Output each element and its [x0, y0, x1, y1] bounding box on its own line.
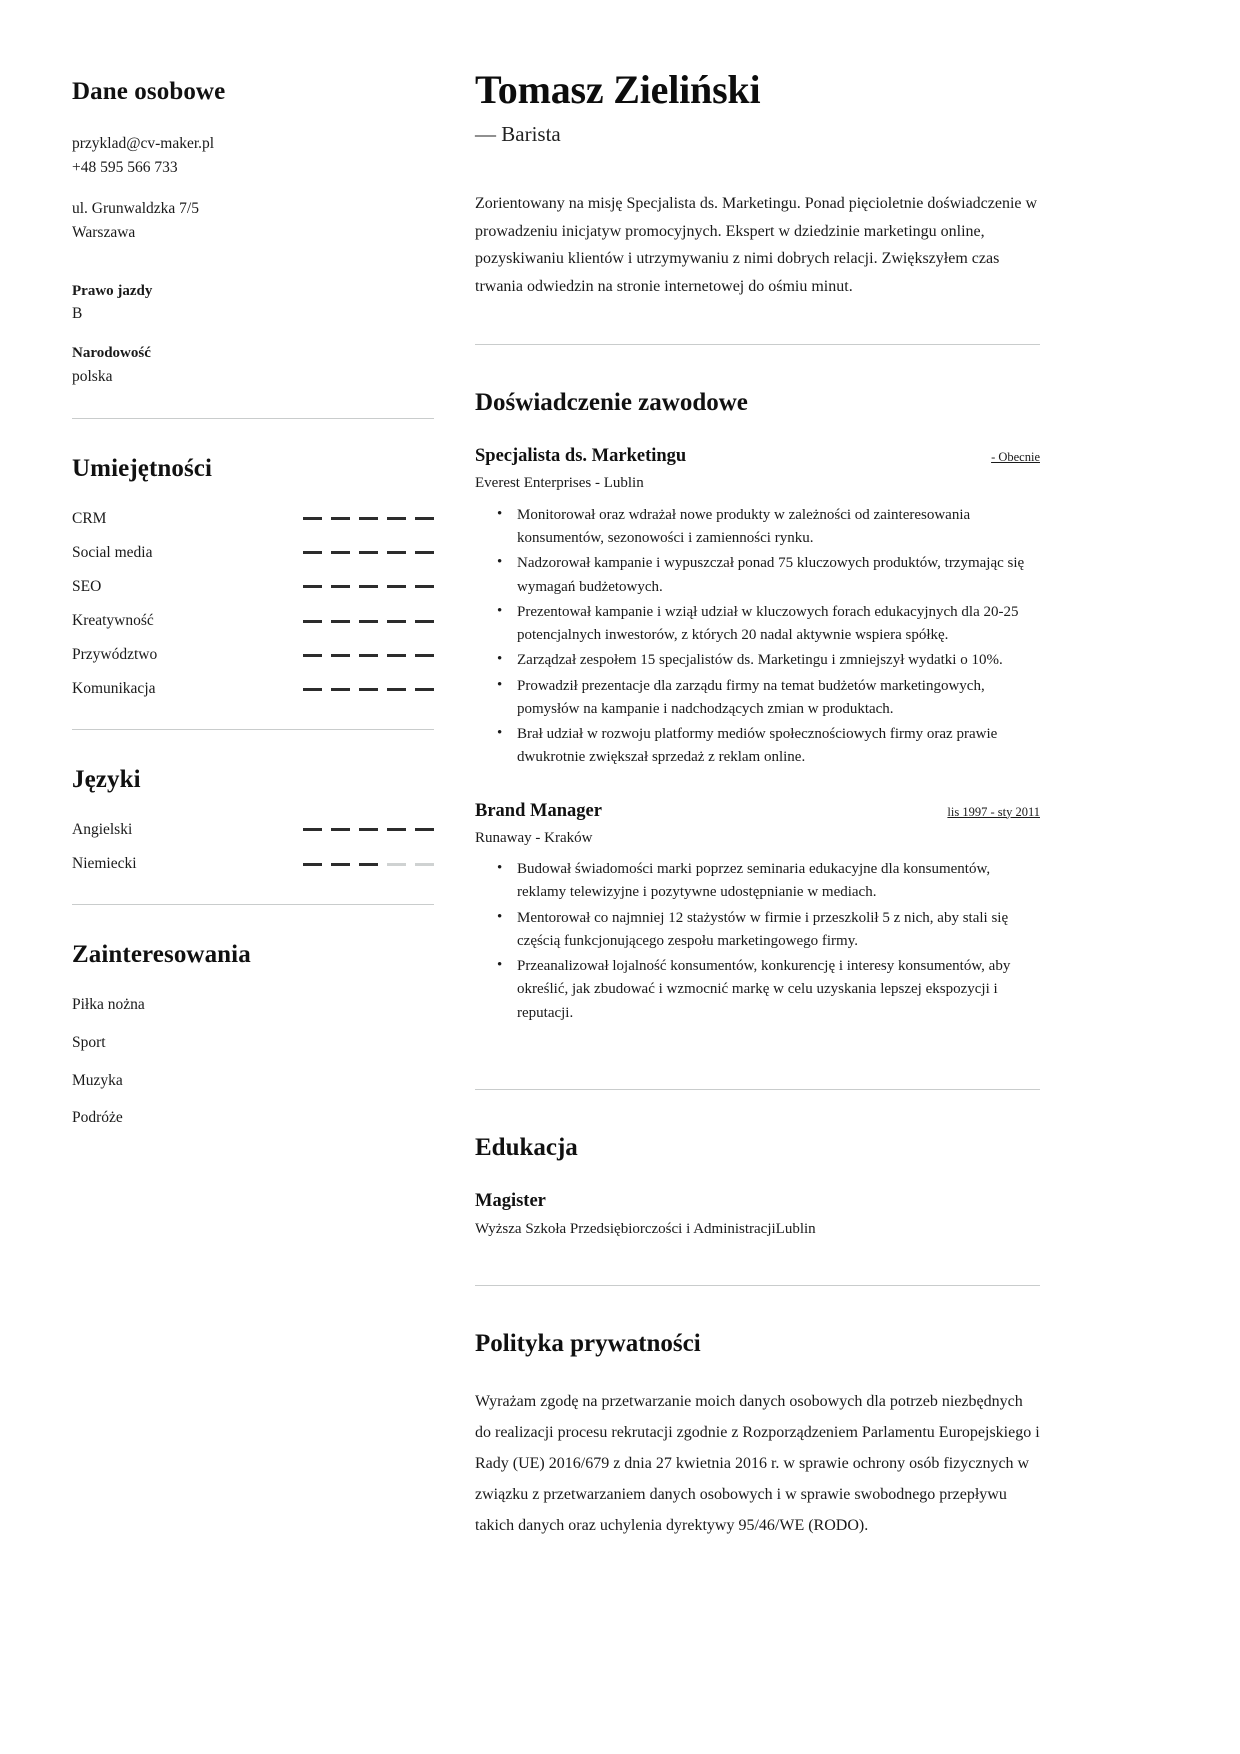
skills-item-label: Social media	[72, 543, 153, 561]
rating-bar	[303, 688, 434, 691]
page-title: Tomasz Zieliński	[475, 67, 761, 112]
list-item: Piłka nożna	[72, 995, 145, 1013]
rating-segment-filled	[331, 620, 350, 623]
job-date-range: - Obecnie	[991, 450, 1040, 465]
rating-bar	[303, 654, 434, 657]
list-item: Podróże	[72, 1109, 123, 1127]
job-bullet-list	[475, 858, 1040, 1025]
skills-item-label: Przywództwo	[72, 646, 158, 664]
list-item: Muzyka	[72, 1071, 123, 1089]
rating-bar	[303, 828, 434, 831]
nationality-value: polska	[72, 367, 113, 385]
rating-segment-filled	[359, 828, 378, 831]
rating-segment-filled	[415, 517, 434, 520]
education-entry	[475, 1190, 1040, 1241]
rating-segment-filled	[359, 863, 378, 866]
section-education	[475, 1134, 1040, 1241]
rating-segment-filled	[415, 585, 434, 588]
job-bullet: • Budował świadomości marki poprzez seminaria edukacyjne dla konsumentów, reklamy telewizyjne i pozytywne udostępnianie w mediach.	[497, 858, 1040, 905]
nationality-label: Narodowość	[72, 345, 151, 362]
rating-segment-filled	[331, 585, 350, 588]
languages-heading: Języki	[72, 766, 141, 794]
rating-segment-filled	[359, 688, 378, 691]
job-title: Brand Manager	[475, 800, 602, 821]
job-date-range: lis 1997 - sty 2011	[947, 804, 1040, 819]
spacer	[475, 345, 1040, 389]
education-entries	[475, 1190, 1040, 1241]
experience-heading: Doświadczenie zawodowe	[475, 389, 748, 417]
job-bullet: • Zarządzał zespołem 15 specjalistów ds. Marketingu i zmniejszył wydatki o 10%.	[497, 649, 1040, 672]
spacer	[475, 300, 1040, 344]
spacer	[475, 1241, 1040, 1285]
rating-bar	[303, 863, 434, 866]
rating-segment-empty	[415, 863, 434, 866]
rating-segment-filled	[415, 688, 434, 691]
rating-segment-filled	[415, 551, 434, 554]
rating-segment-filled	[387, 654, 406, 657]
rating-segment-filled	[359, 620, 378, 623]
spacer	[475, 1090, 1040, 1134]
experience-entry	[475, 800, 1040, 1025]
rating-segment-filled	[303, 688, 322, 691]
rating-segment-filled	[415, 654, 434, 657]
section-interests	[72, 941, 434, 1129]
divider	[72, 904, 434, 905]
section-experience	[475, 389, 1040, 1025]
list-item: Sport	[72, 1033, 106, 1051]
rating-bar	[303, 585, 434, 588]
rating-segment-filled	[331, 551, 350, 554]
languages-list	[72, 820, 434, 874]
rating-segment-filled	[303, 654, 322, 657]
list-item	[72, 611, 434, 631]
street-text: ul. Grunwaldzka 7/5	[72, 199, 199, 217]
list-item	[72, 854, 434, 874]
job-bullet: • Nadzorował kampanie i wypuszczał ponad 75 kluczowych produktów, trzymając się wymagań budżetowych.	[497, 552, 1040, 599]
rating-segment-filled	[331, 863, 350, 866]
sidebar	[72, 78, 434, 1146]
rating-segment-filled	[359, 517, 378, 520]
education-heading: Edukacja	[475, 1133, 578, 1161]
city-text: Warszawa	[72, 223, 136, 241]
rating-bar	[303, 620, 434, 623]
rating-segment-filled	[387, 688, 406, 691]
phone-text: +48 595 566 733	[72, 158, 178, 176]
cv-header	[475, 68, 1040, 148]
degree-title: Magister	[475, 1190, 546, 1211]
section-personal-details	[72, 78, 434, 388]
section-privacy	[475, 1330, 1040, 1542]
rating-segment-filled	[303, 863, 322, 866]
list-item	[72, 820, 434, 840]
job-employer: Everest Enterprises - Lublin	[475, 475, 644, 492]
rating-segment-filled	[387, 585, 406, 588]
driving-license-value: B	[72, 305, 83, 323]
rating-segment-filled	[415, 620, 434, 623]
rating-segment-filled	[387, 828, 406, 831]
job-bullet: • Prowadził prezentacje dla zarządu firmy na temat budżetów marketingowych, pomysłów na kampanie i nadchodzących zmian w produktach.	[497, 675, 1040, 722]
skills-item-label: Komunikacja	[72, 680, 156, 698]
nationality-group	[72, 342, 434, 388]
list-item	[72, 543, 434, 563]
email-text: przyklad@cv-maker.pl	[72, 134, 215, 152]
experience-entry	[475, 445, 1040, 769]
driving-license-label: Prawo jazdy	[72, 282, 153, 299]
rating-segment-filled	[303, 517, 322, 520]
address-block	[72, 197, 434, 245]
skills-heading: Umiejętności	[72, 455, 213, 483]
privacy-text: Wyrażam zgodę na przetwarzanie moich danych osobowych dla potrzeb niezbędnych do realizacji procesu rekrutacji zgodnie z Rozporządzeniem Parlamentu Europejskiego i Rady (UE) 2016/679 z dnia 27 kwietnia 2016 r. w sprawie ochrony osób fizycznych w związku z przetwarzaniem danych osobowych i w sprawie swobodnego przepływu takich danych oraz uchylenia dyrektywy 95/46/WE (RODO).	[475, 1392, 1040, 1535]
interests-heading: Zainteresowania	[72, 941, 251, 969]
skills-item-label: CRM	[72, 509, 107, 527]
rating-bar	[303, 551, 434, 554]
rating-segment-filled	[415, 828, 434, 831]
rating-segment-filled	[303, 828, 322, 831]
rating-segment-filled	[303, 620, 322, 623]
spacer	[475, 1286, 1040, 1330]
main-content	[475, 68, 1040, 1541]
rating-segment-filled	[387, 517, 406, 520]
job-title: Specjalista ds. Marketingu	[475, 446, 687, 467]
rating-segment-filled	[359, 654, 378, 657]
skills-item-label: Kreatywność	[72, 611, 154, 629]
divider	[72, 418, 434, 419]
school-name: Wyższa Szkoła Przedsiębiorczości i AdministracjiLublin	[475, 1221, 816, 1238]
section-skills	[72, 455, 434, 699]
rating-segment-filled	[331, 654, 350, 657]
spacer	[475, 1055, 1040, 1089]
driving-license-group	[72, 280, 434, 326]
skills-list	[72, 509, 434, 700]
job-bullet: • Mentorował co najmniej 12 stażystów w firmie i przeszkolił 5 z nich, aby stali się częścią funkcjonującego zespołu marketingowego firmy.	[497, 907, 1040, 954]
rating-segment-filled	[387, 620, 406, 623]
rating-segment-filled	[387, 551, 406, 554]
job-bullet: • Przeanalizował lojalność konsumentów, konkurencję i interesy konsumentów, aby określić, jak zbudować i wzmocnić markę w celu uzyskania lepszej ekspozycji i reputacji.	[497, 955, 1040, 1025]
entry-header	[475, 445, 1040, 468]
privacy-heading: Polityka prywatności	[475, 1329, 701, 1357]
rating-segment-filled	[331, 828, 350, 831]
rating-segment-filled	[331, 517, 350, 520]
job-bullet: • Monitorował oraz wdrażał nowe produkty w zależności od zainteresowania konsumentów, sezonowości i zamienności rynku.	[497, 504, 1040, 551]
personal-details-heading: Dane osobowe	[72, 78, 226, 105]
job-bullet-list	[475, 504, 1040, 770]
entry-header	[475, 800, 1040, 823]
spacer	[72, 262, 434, 280]
rating-segment-filled	[359, 585, 378, 588]
rating-bar	[303, 517, 434, 520]
experience-entries	[475, 445, 1040, 1025]
profile-summary: Zorientowany na misję Specjalista ds. Marketingu. Ponad pięcioletnie doświadczenie w prowadzeniu inicjatyw promocyjnych. Ekspert w dziedzinie marketingu online, pozyskiwaniu klientów i utrzymywaniu z nimi dobrych relacji. Zwiększyłem czas trwania odwiedzin na stronie internetowej do ośmiu minut.	[475, 195, 1038, 295]
rating-segment-empty	[387, 863, 406, 866]
languages-item-label: Niemiecki	[72, 855, 137, 873]
list-item	[72, 577, 434, 597]
languages-item-label: Angielski	[72, 820, 133, 838]
job-employer: Runaway - Kraków	[475, 829, 593, 846]
job-bullet: • Brał udział w rozwoju platformy mediów społecznościowych firmy oraz prawie dwukrotnie zwiększał sprzedaż z reklam online.	[497, 723, 1040, 770]
skills-item-label: SEO	[72, 577, 102, 595]
list-item	[72, 679, 434, 699]
interests-list	[72, 995, 434, 1130]
list-item	[72, 509, 434, 529]
divider	[72, 729, 434, 730]
job-tagline: — Barista	[475, 121, 561, 146]
rating-segment-filled	[359, 551, 378, 554]
contact-block	[72, 132, 434, 180]
list-item	[72, 645, 434, 665]
rating-segment-filled	[303, 551, 322, 554]
job-bullet: • Prezentował kampanie i wziął udział w kluczowych forach edukacyjnych dla 20-25 potencjalnych inwestorów, z których 20 nadal aktywnie wspiera spółkę.	[497, 601, 1040, 648]
section-languages	[72, 766, 434, 874]
rating-segment-filled	[331, 688, 350, 691]
rating-segment-filled	[303, 585, 322, 588]
